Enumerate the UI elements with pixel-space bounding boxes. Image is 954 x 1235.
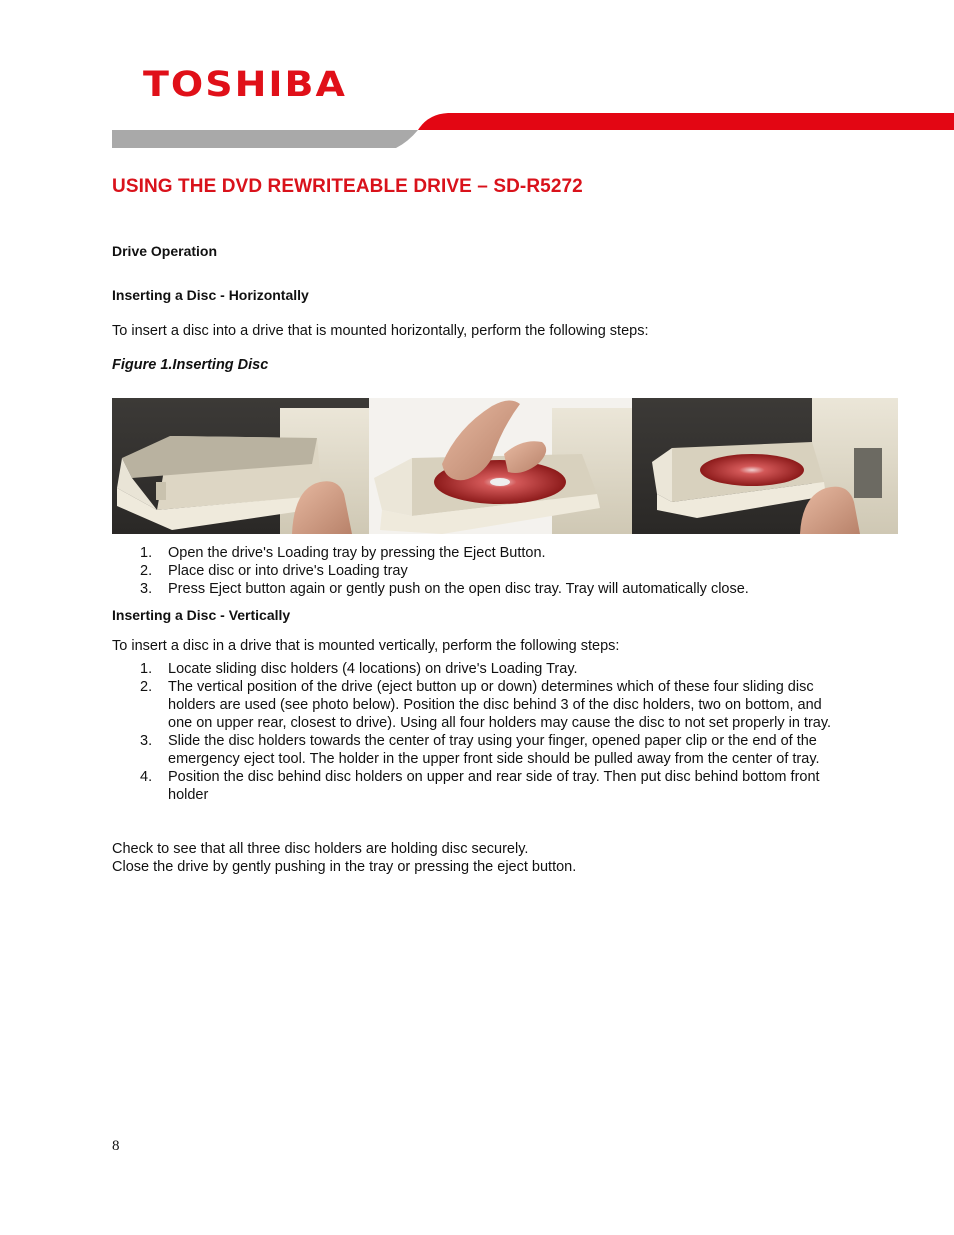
page-number: 8: [112, 1138, 120, 1154]
header-band-red: [418, 113, 954, 130]
list-item: [112, 732, 842, 768]
inserting-disc-photos: [112, 398, 898, 534]
list-item: [112, 580, 842, 598]
step-text: Press Eject button again or gently push on the open disc tray. Tray will automatically close.: [168, 581, 749, 597]
list-item: [112, 562, 842, 580]
header-band-gray: [112, 130, 418, 148]
check-note: Check to see that all three disc holders are holding disc securely.: [112, 841, 529, 857]
list-item: [112, 768, 842, 804]
step-text: Slide the disc holders towards the center of tray using your finger, opened paper clip or the end of the emergency eject tool. The holder in the upper front side should be pulled away from the center of tray.: [168, 733, 820, 767]
step-text: Position the disc behind disc holders on upper and rear side of tray. Then put disc behind bottom front holder: [168, 769, 820, 803]
photo-place-disc: [369, 398, 632, 534]
step-number: 4.: [140, 769, 153, 785]
step-text: The vertical position of the drive (eject button up or down) determines which of these four sliding disc holders are used (see photo below). Position the disc behind 3 of the disc holders, two on bottom, and one on upper rear, closest to drive). Using all four holders may cause the disc to not set properly in tray.: [168, 679, 832, 731]
photo-open-tray: [112, 398, 369, 534]
step-number: 3.: [140, 733, 153, 749]
list-item: [112, 660, 842, 678]
step-text: Open the drive's Loading tray by pressing the Eject Button.: [168, 545, 546, 561]
vertical-steps: [112, 660, 842, 804]
step-text: Locate sliding disc holders (4 locations) on drive's Loading Tray.: [168, 661, 578, 677]
step-number: 2.: [140, 679, 153, 695]
header-band: [0, 108, 954, 152]
step-text: Place disc or into drive's Loading tray: [168, 563, 408, 579]
step-number: 3.: [140, 581, 153, 597]
horizontal-steps: [112, 544, 842, 598]
horizontal-intro: To insert a disc into a drive that is mounted horizontally, perform the following steps:: [112, 323, 649, 339]
section-heading-drive-operation: Drive Operation: [112, 243, 218, 259]
figure-caption: Figure 1.Inserting Disc: [112, 357, 269, 373]
toshiba-logo: TOSHIBA: [143, 64, 347, 105]
vertical-intro: To insert a disc in a drive that is mounted vertically, perform the following steps:: [112, 638, 620, 654]
close-note: Close the drive by gently pushing in the tray or pressing the eject button.: [112, 859, 577, 875]
heading-inserting-horizontally: Inserting a Disc - Horizontally: [112, 287, 309, 303]
photo-close-tray: [632, 398, 898, 534]
step-number: 2.: [140, 563, 153, 579]
page-title: USING THE DVD REWRITEABLE DRIVE – SD-R5272: [112, 176, 583, 197]
list-item: [112, 544, 842, 562]
heading-inserting-vertically: Inserting a Disc - Vertically: [112, 607, 291, 623]
step-number: 1.: [140, 661, 153, 677]
step-number: 1.: [140, 545, 153, 561]
list-item: [112, 678, 842, 732]
